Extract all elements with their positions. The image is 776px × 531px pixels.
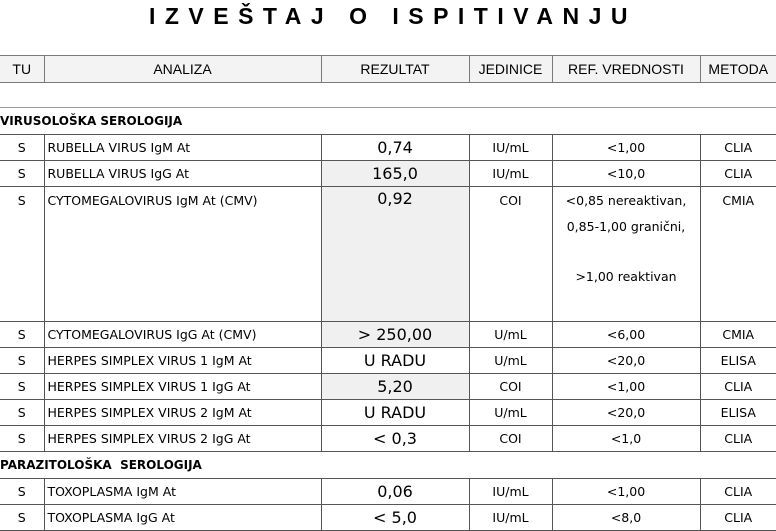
cell-tu: S	[0, 135, 44, 161]
cell-rezultat: > 250,00	[321, 322, 469, 348]
cell-jedinice: IU/mL	[469, 161, 552, 187]
header-rezultat: REZULTAT	[321, 56, 469, 83]
cell-ref: <10,0	[552, 161, 700, 187]
cell-rezultat: U RADU	[321, 348, 469, 374]
cell-jedinice: COI	[469, 374, 552, 400]
cell-metoda: CMIA	[700, 322, 776, 348]
cell-analiza: CYTOMEGALOVIRUS IgM At (CMV)	[44, 187, 321, 322]
cell-ref: <1,00	[552, 135, 700, 161]
ref-line: 0,85-1,00 granični,	[566, 219, 686, 234]
cell-analiza: TOXOPLASMA IgG At	[44, 505, 321, 531]
table-header-row	[0, 56, 776, 83]
table-row	[0, 161, 776, 187]
cell-tu: S	[0, 322, 44, 348]
cell-analiza: HERPES SIMPLEX VIRUS 1 IgG At	[44, 374, 321, 400]
ref-line: <0,85 nereaktivan,	[565, 193, 687, 208]
report-title: IZVEŠTAJ O ISPITIVANJU	[148, 3, 638, 29]
section-title: VIRUSOLOŠKA SEROLOGIJA	[0, 108, 776, 135]
cell-rezultat: 0,06	[321, 479, 469, 505]
cell-rezultat: 0,74	[321, 135, 469, 161]
header-ref-vrednosti: REF. VREDNOSTI	[552, 56, 700, 83]
cell-ref: <8,0	[552, 505, 700, 531]
table-row	[0, 374, 776, 400]
cell-tu: S	[0, 187, 44, 322]
cell-ref: <1,0	[552, 426, 700, 452]
cell-metoda: CLIA	[700, 505, 776, 531]
table-row	[0, 187, 776, 322]
cell-tu: S	[0, 400, 44, 426]
cell-rezultat: 0,92	[321, 187, 469, 322]
cell-analiza: TOXOPLASMA IgM At	[44, 479, 321, 505]
results-table	[0, 55, 776, 531]
table-row	[0, 348, 776, 374]
section-title: PARAZITOLOŠKA SEROLOGIJA	[0, 452, 776, 479]
cell-jedinice: U/mL	[469, 348, 552, 374]
cell-ref: <20,0	[552, 400, 700, 426]
cell-jedinice: IU/mL	[469, 505, 552, 531]
cell-jedinice: COI	[469, 426, 552, 452]
cell-jedinice: IU/mL	[469, 479, 552, 505]
header-tu: TU	[0, 56, 44, 83]
cell-rezultat: < 0,3	[321, 426, 469, 452]
table-row	[0, 322, 776, 348]
cell-analiza: HERPES SIMPLEX VIRUS 2 IgG At	[44, 426, 321, 452]
cell-tu: S	[0, 348, 44, 374]
cell-jedinice: U/mL	[469, 400, 552, 426]
cell-ref: <20,0	[552, 348, 700, 374]
cell-rezultat: < 5,0	[321, 505, 469, 531]
cell-metoda: CMIA	[700, 187, 776, 322]
header-jedinice: JEDINICE	[469, 56, 552, 83]
cell-tu: S	[0, 479, 44, 505]
cell-ref: <1,00	[552, 374, 700, 400]
cell-rezultat: 5,20	[321, 374, 469, 400]
cell-tu: S	[0, 426, 44, 452]
spacer-row	[0, 83, 776, 108]
cell-analiza: RUBELLA VIRUS IgG At	[44, 161, 321, 187]
table-row	[0, 400, 776, 426]
table-row	[0, 426, 776, 452]
header-metoda: METODA	[700, 56, 776, 83]
table-row	[0, 135, 776, 161]
header-analiza: ANALIZA	[44, 56, 321, 83]
cell-metoda: CLIA	[700, 479, 776, 505]
cell-metoda: CLIA	[700, 426, 776, 452]
section-header	[0, 108, 776, 135]
cell-jedinice: U/mL	[469, 322, 552, 348]
table-row	[0, 479, 776, 505]
cell-metoda: CLIA	[700, 374, 776, 400]
cell-ref	[552, 187, 700, 322]
cell-jedinice: IU/mL	[469, 135, 552, 161]
cell-jedinice: COI	[469, 187, 552, 322]
cell-analiza: HERPES SIMPLEX VIRUS 2 IgM At	[44, 400, 321, 426]
section-header	[0, 452, 776, 479]
cell-tu: S	[0, 161, 44, 187]
cell-rezultat: 165,0	[321, 161, 469, 187]
table-row	[0, 505, 776, 531]
cell-tu: S	[0, 505, 44, 531]
cell-analiza: CYTOMEGALOVIRUS IgG At (CMV)	[44, 322, 321, 348]
ref-line: >1,00 reaktivan	[575, 269, 677, 284]
cell-metoda: CLIA	[700, 161, 776, 187]
cell-ref: <6,00	[552, 322, 700, 348]
cell-metoda: ELISA	[700, 348, 776, 374]
cell-analiza: RUBELLA VIRUS IgM At	[44, 135, 321, 161]
cell-tu: S	[0, 374, 44, 400]
cell-metoda: CLIA	[700, 135, 776, 161]
cell-metoda: ELISA	[700, 400, 776, 426]
cell-rezultat: U RADU	[321, 400, 469, 426]
cell-analiza: HERPES SIMPLEX VIRUS 1 IgM At	[44, 348, 321, 374]
cell-ref: <1,00	[552, 479, 700, 505]
